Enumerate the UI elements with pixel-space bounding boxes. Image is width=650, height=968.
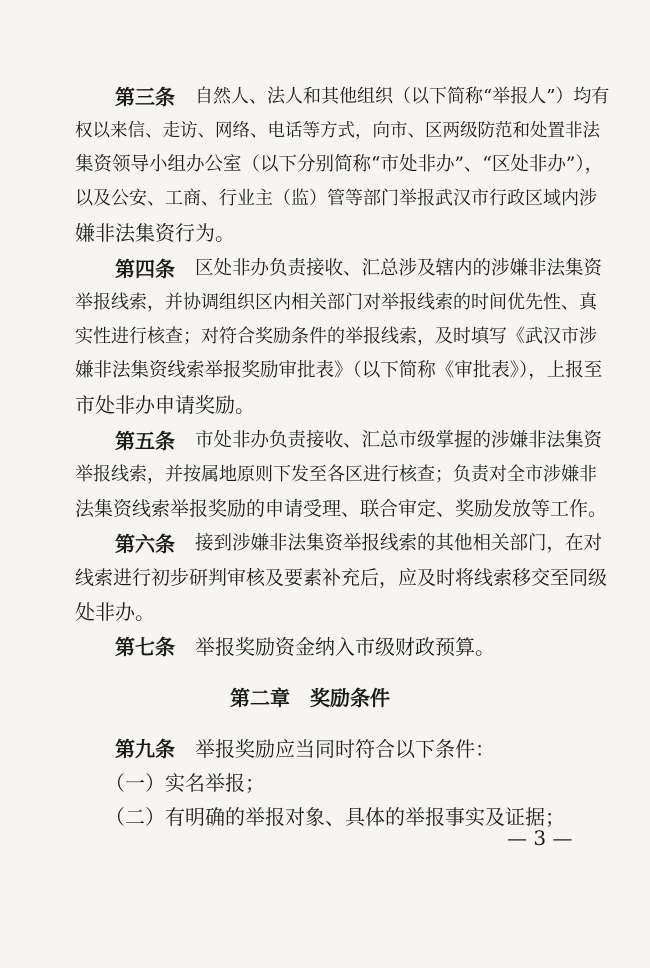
article-6-text-2: 线索进行初步研判审核及要素补充后，应及时将线索移交至同级 <box>75 567 608 589</box>
article-3-text-3: 集资领导小组办公室（以下分别简称“市处非办”、“区处非办”）， <box>75 154 604 175</box>
article-5-text-2: 举报线索，并按属地原则下发至各区进行核查；负责对全市涉嫌非 <box>75 464 597 485</box>
article-9-text-1: 举报奖励应当同时符合以下条件： <box>195 737 495 761</box>
chapter-heading: 第二章 奖励条件 <box>230 686 390 710</box>
article-4-text-4: 嫌非法集资线索举报奖励审批表》（以下简称《审批表》），上报至 <box>75 360 603 381</box>
article-5-text-1: 市处非办负责接收、汇总市级掌握的涉嫌非法集资 <box>195 430 603 451</box>
article-9-item-1-text: （一）实名举报； <box>105 771 265 795</box>
article-4-text-1: 区处非办负责接收、汇总涉及辖内的涉嫌非法集资 <box>195 258 603 279</box>
article-6-text-3: 处非办。 <box>75 600 155 624</box>
article-3-text-2: 权以来信、走访、网络、电话等方式，向市、区两级防范和处置非法 <box>75 121 600 141</box>
article-5-text-3: 法集资线索举报奖励的申请受理、联合审定、奖励发放等工作。 <box>75 498 608 520</box>
article-4-text-3: 实性进行核查；对符合奖励条件的举报线索，及时填写《武汉市涉 <box>75 326 597 347</box>
article-7-text-1: 举报奖励资金纳入市级财政预算。 <box>195 635 495 659</box>
article-3-text-5: 嫌非法集资行为。 <box>75 221 235 245</box>
article-9-label: 第九条 <box>115 737 175 761</box>
article-6-text-1: 接到涉嫌非法集资举报线索的其他相关部门，在对 <box>195 533 603 554</box>
page-number: — 3 — <box>507 826 573 850</box>
article-5-label: 第五条 <box>115 429 175 453</box>
article-3-text-1: 自然人、法人和其他组织（以下简称“举报人”）均有 <box>195 86 610 107</box>
article-6-label: 第六条 <box>115 532 175 556</box>
article-7-label: 第七条 <box>115 635 175 659</box>
article-3-text-4: 以及公安、工商、行业主（监）管等部门举报武汉市行政区域内涉 <box>75 188 597 209</box>
article-3-label: 第三条 <box>115 85 175 109</box>
article-4-label: 第四条 <box>115 257 175 281</box>
article-4-text-5: 市处非办申请奖励。 <box>75 393 255 417</box>
article-9-item-2-text: （二）有明确的举报对象、具体的举报事实及证据； <box>105 805 565 829</box>
article-4-text-2: 举报线索，并协调组织区内相关部门对举报线索的时间优先性、真 <box>75 292 597 313</box>
